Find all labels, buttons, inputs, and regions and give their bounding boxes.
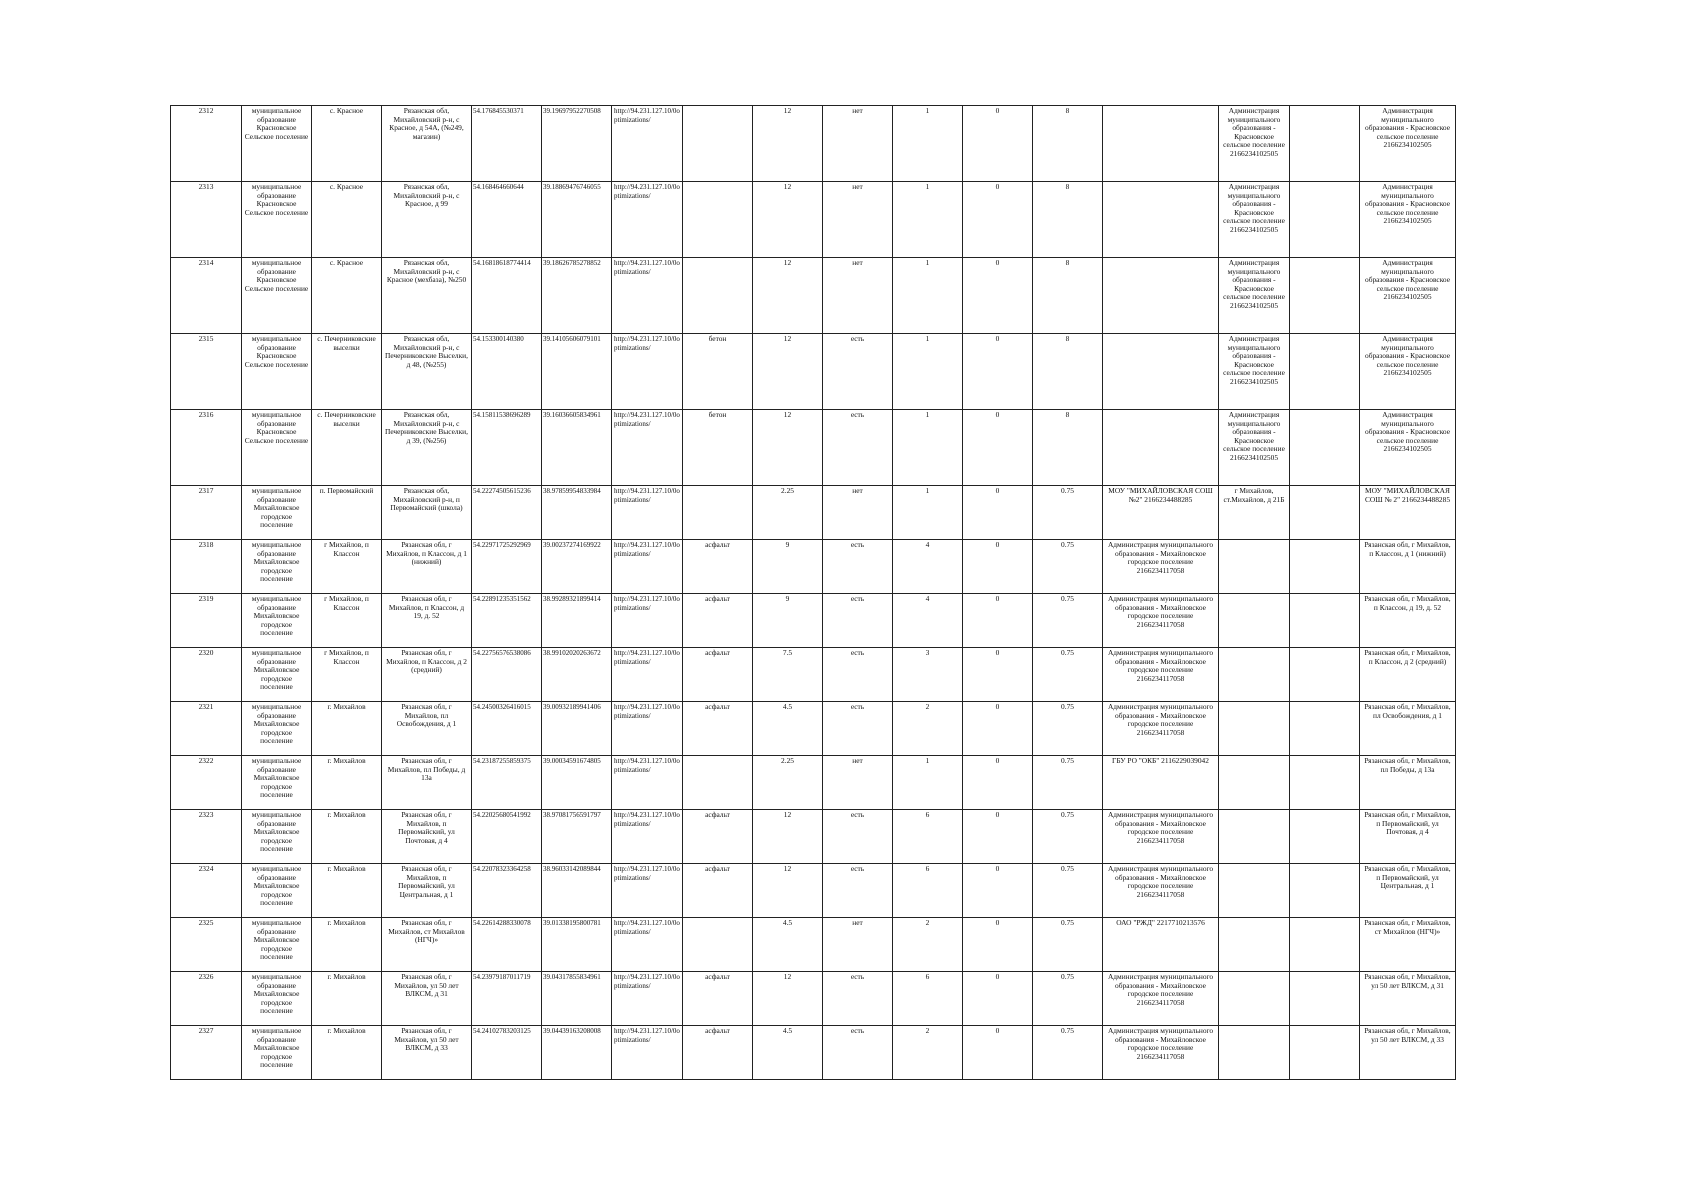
latitude-cell: 54.22274505615236 <box>472 486 542 540</box>
waste-source-address-cell: Администрация муниципального образования - Красновское сельское поселение 2166234102505 <box>1360 182 1456 258</box>
settlement-cell: г. Михайлов <box>312 918 382 972</box>
balance-holder-cell: Администрация муниципального образования - Красновское сельское поселение 2166234102505 <box>1219 410 1290 486</box>
address-cell: Рязанская обл, г Михайлов, п Классон, д 1 (нижний) <box>382 540 472 594</box>
container-count-cell: 6 <box>893 972 963 1026</box>
surface-type-cell: асфальт <box>683 864 753 918</box>
container-volume-cell: 0.75 <box>1033 1026 1103 1080</box>
map-link-cell[interactable]: http://94.231.127.10/0optimizations/ <box>612 864 683 918</box>
area-cell: 4.5 <box>753 702 823 756</box>
waste-source-cell <box>1290 972 1360 1026</box>
latitude-cell: 54.22756576538086 <box>472 648 542 702</box>
fence-cell: нет <box>823 486 893 540</box>
container-volume-cell: 0.75 <box>1033 486 1103 540</box>
row-number-cell: 2326 <box>171 972 242 1026</box>
planned-container-count-cell: 0 <box>963 258 1033 334</box>
waste-source-address-cell: Рязанская обл, г Михайлов, ст Михайлов (НГЧ)» <box>1360 918 1456 972</box>
planned-container-count-cell: 0 <box>963 864 1033 918</box>
row-number-cell: 2318 <box>171 540 242 594</box>
surface-type-cell: асфальт <box>683 1026 753 1080</box>
address-cell: Рязанская обл, Михайловский р-н, с Красное (мехбаза), №250 <box>382 258 472 334</box>
container-count-cell: 1 <box>893 410 963 486</box>
container-count-cell: 1 <box>893 486 963 540</box>
owner-cell: Администрация муниципального образования - Михайловское городское поселение 2166234117058 <box>1103 648 1219 702</box>
map-link-cell[interactable]: http://94.231.127.10/0optimizations/ <box>612 540 683 594</box>
planned-container-count-cell: 0 <box>963 972 1033 1026</box>
balance-holder-cell <box>1219 1026 1290 1080</box>
municipality-cell: муниципальное образование Михайловское городское поселение <box>242 756 312 810</box>
latitude-cell: 54.23187255859375 <box>472 756 542 810</box>
longitude-cell: 39.00932189941406 <box>542 702 612 756</box>
planned-container-count-cell: 0 <box>963 486 1033 540</box>
table-row <box>171 258 1456 334</box>
table-row <box>171 106 1456 182</box>
container-volume-cell: 0.75 <box>1033 972 1103 1026</box>
settlement-cell: г. Михайлов <box>312 864 382 918</box>
area-cell: 4.5 <box>753 1026 823 1080</box>
waste-source-cell <box>1290 258 1360 334</box>
table-row <box>171 1026 1456 1080</box>
municipality-cell: муниципальное образование Михайловское городское поселение <box>242 1026 312 1080</box>
balance-holder-cell: Администрация муниципального образования - Красновское сельское поселение 2166234102505 <box>1219 182 1290 258</box>
municipality-cell: муниципальное образование Красновское Сельское поселение <box>242 182 312 258</box>
owner-cell: МОУ "МИХАЙЛОВСКАЯ СОШ №2" 2166234488285 <box>1103 486 1219 540</box>
owner-cell: Администрация муниципального образования - Михайловское городское поселение 2166234117058 <box>1103 540 1219 594</box>
balance-holder-cell <box>1219 918 1290 972</box>
longitude-cell: 39.04317855834961 <box>542 972 612 1026</box>
longitude-cell: 39.18869476746055 <box>542 182 612 258</box>
planned-container-count-cell: 0 <box>963 106 1033 182</box>
owner-cell: Администрация муниципального образования - Михайловское городское поселение 2166234117058 <box>1103 972 1219 1026</box>
latitude-cell: 54.22025680541992 <box>472 810 542 864</box>
longitude-cell: 38.97859954833984 <box>542 486 612 540</box>
address-cell: Рязанская обл, Михайловский р-н, с Печерниковские Выселки, д 48, (№255) <box>382 334 472 410</box>
longitude-cell: 39.14105606079101 <box>542 334 612 410</box>
map-link-cell[interactable]: http://94.231.127.10/0optimizations/ <box>612 486 683 540</box>
container-volume-cell: 8 <box>1033 106 1103 182</box>
waste-source-cell <box>1290 918 1360 972</box>
planned-container-count-cell: 0 <box>963 1026 1033 1080</box>
planned-container-count-cell: 0 <box>963 702 1033 756</box>
settlement-cell: с. Печерниковские выселки <box>312 334 382 410</box>
latitude-cell: 54.168464660644 <box>472 182 542 258</box>
latitude-cell: 54.23979187011719 <box>472 972 542 1026</box>
municipality-cell: муниципальное образование Михайловское городское поселение <box>242 972 312 1026</box>
surface-type-cell <box>683 918 753 972</box>
fence-cell: есть <box>823 810 893 864</box>
container-volume-cell: 0.75 <box>1033 864 1103 918</box>
container-count-cell: 1 <box>893 258 963 334</box>
waste-source-address-cell: Рязанская обл, г Михайлов, ул 50 лет ВЛКСМ, д 31 <box>1360 972 1456 1026</box>
container-count-cell: 3 <box>893 648 963 702</box>
area-cell: 12 <box>753 106 823 182</box>
balance-holder-cell <box>1219 702 1290 756</box>
balance-holder-cell <box>1219 756 1290 810</box>
waste-source-address-cell: Рязанская обл, г Михайлов, п Классон, д 19, д. 52 <box>1360 594 1456 648</box>
settlement-cell: с. Красное <box>312 258 382 334</box>
waste-source-address-cell: Администрация муниципального образования - Красновское сельское поселение 2166234102505 <box>1360 258 1456 334</box>
address-cell: Рязанская обл, Михайловский р-н, п Первомайский (школа) <box>382 486 472 540</box>
fence-cell: есть <box>823 334 893 410</box>
waste-source-address-cell: Администрация муниципального образования - Красновское сельское поселение 2166234102505 <box>1360 106 1456 182</box>
table-row <box>171 864 1456 918</box>
address-cell: Рязанская обл, Михайловский р-н, с Красное, д 54А, (№249, магазин) <box>382 106 472 182</box>
balance-holder-cell: Администрация муниципального образования - Красновское сельское поселение 2166234102505 <box>1219 106 1290 182</box>
surface-type-cell <box>683 182 753 258</box>
longitude-cell: 39.19697952270508 <box>542 106 612 182</box>
longitude-cell: 38.96033142089844 <box>542 864 612 918</box>
container-count-cell: 1 <box>893 182 963 258</box>
municipality-cell: муниципальное образование Михайловское городское поселение <box>242 486 312 540</box>
area-cell: 12 <box>753 972 823 1026</box>
longitude-cell: 38.97081756591797 <box>542 810 612 864</box>
planned-container-count-cell: 0 <box>963 540 1033 594</box>
area-cell: 9 <box>753 594 823 648</box>
row-number-cell: 2320 <box>171 648 242 702</box>
waste-source-cell <box>1290 648 1360 702</box>
table-body <box>171 106 1456 1080</box>
row-number-cell: 2313 <box>171 182 242 258</box>
longitude-cell: 39.01338195800781 <box>542 918 612 972</box>
waste-source-cell <box>1290 410 1360 486</box>
fence-cell: нет <box>823 258 893 334</box>
latitude-cell: 54.24500326416015 <box>472 702 542 756</box>
surface-type-cell <box>683 258 753 334</box>
fence-cell: есть <box>823 702 893 756</box>
balance-holder-cell: Администрация муниципального образования - Красновское сельское поселение 2166234102505 <box>1219 334 1290 410</box>
table-row <box>171 486 1456 540</box>
container-count-cell: 4 <box>893 594 963 648</box>
latitude-cell: 54.22891235351562 <box>472 594 542 648</box>
container-count-cell: 6 <box>893 810 963 864</box>
map-link-cell[interactable]: http://94.231.127.10/0optimizations/ <box>612 918 683 972</box>
row-number-cell: 2327 <box>171 1026 242 1080</box>
surface-type-cell <box>683 756 753 810</box>
map-link-cell[interactable]: http://94.231.127.10/0optimizations/ <box>612 334 683 410</box>
container-count-cell: 2 <box>893 918 963 972</box>
owner-cell: ОАО "РЖД" 2217710213576 <box>1103 918 1219 972</box>
container-volume-cell: 0.75 <box>1033 648 1103 702</box>
waste-source-address-cell: Рязанская обл, г Михайлов, п Первомайский, ул Почтовая, д 4 <box>1360 810 1456 864</box>
map-link-cell[interactable]: http://94.231.127.10/0optimizations/ <box>612 756 683 810</box>
waste-source-address-cell: Рязанская обл, г Михайлов, п Классон, д 2 (средний) <box>1360 648 1456 702</box>
address-cell: Рязанская обл, г Михайлов, ул 50 лет ВЛКСМ, д 33 <box>382 1026 472 1080</box>
fence-cell: есть <box>823 540 893 594</box>
surface-type-cell: асфальт <box>683 540 753 594</box>
owner-cell <box>1103 182 1219 258</box>
settlement-cell: г. Михайлов <box>312 1026 382 1080</box>
container-count-cell: 4 <box>893 540 963 594</box>
map-link-cell[interactable]: http://94.231.127.10/0optimizations/ <box>612 972 683 1026</box>
owner-cell <box>1103 410 1219 486</box>
fence-cell: есть <box>823 594 893 648</box>
owner-cell <box>1103 258 1219 334</box>
container-volume-cell: 8 <box>1033 334 1103 410</box>
municipality-cell: муниципальное образование Красновское Сельское поселение <box>242 334 312 410</box>
longitude-cell: 39.18626785278852 <box>542 258 612 334</box>
fence-cell: есть <box>823 410 893 486</box>
container-volume-cell: 0.75 <box>1033 756 1103 810</box>
latitude-cell: 54.15811538696289 <box>472 410 542 486</box>
container-count-cell: 2 <box>893 702 963 756</box>
balance-holder-cell: г Михайлов, ст.Михайлов, д 21Б <box>1219 486 1290 540</box>
surface-type-cell: асфальт <box>683 648 753 702</box>
fence-cell: нет <box>823 756 893 810</box>
planned-container-count-cell: 0 <box>963 918 1033 972</box>
container-volume-cell: 8 <box>1033 410 1103 486</box>
settlement-cell: г. Михайлов <box>312 972 382 1026</box>
row-number-cell: 2325 <box>171 918 242 972</box>
address-cell: Рязанская обл, Михайловский р-н, с Печерниковские Выселки, д 39, (№256) <box>382 410 472 486</box>
owner-cell: Администрация муниципального образования - Михайловское городское поселение 2166234117058 <box>1103 864 1219 918</box>
settlement-cell: г Михайлов, п Классон <box>312 540 382 594</box>
municipality-cell: муниципальное образование Михайловское городское поселение <box>242 864 312 918</box>
owner-cell: Администрация муниципального образования - Михайловское городское поселение 2166234117058 <box>1103 594 1219 648</box>
settlement-cell: г Михайлов, п Классон <box>312 594 382 648</box>
address-cell: Рязанская обл, Михайловский р-н, с Красное, д 99 <box>382 182 472 258</box>
waste-source-address-cell: Рязанская обл, г Михайлов, ул 50 лет ВЛКСМ, д 33 <box>1360 1026 1456 1080</box>
row-number-cell: 2315 <box>171 334 242 410</box>
longitude-cell: 38.99102020263672 <box>542 648 612 702</box>
map-link-cell[interactable]: http://94.231.127.10/0optimizations/ <box>612 810 683 864</box>
owner-cell <box>1103 334 1219 410</box>
area-cell: 12 <box>753 864 823 918</box>
balance-holder-cell <box>1219 864 1290 918</box>
planned-container-count-cell: 0 <box>963 594 1033 648</box>
waste-source-cell <box>1290 540 1360 594</box>
owner-cell: Администрация муниципального образования - Михайловское городское поселение 2166234117058 <box>1103 810 1219 864</box>
container-volume-cell: 0.75 <box>1033 702 1103 756</box>
owner-cell: Администрация муниципального образования - Михайловское городское поселение 2166234117058 <box>1103 1026 1219 1080</box>
area-cell: 4.5 <box>753 918 823 972</box>
waste-source-address-cell: Рязанская обл, г Михайлов, п Первомайский, ул Центральная, д 1 <box>1360 864 1456 918</box>
balance-holder-cell <box>1219 540 1290 594</box>
waste-source-cell <box>1290 864 1360 918</box>
area-cell: 2.25 <box>753 756 823 810</box>
latitude-cell: 54.22614288330078 <box>472 918 542 972</box>
table-row <box>171 540 1456 594</box>
area-cell: 12 <box>753 182 823 258</box>
address-cell: Рязанская обл, г Михайлов, п Первомайский, ул Центральная, д 1 <box>382 864 472 918</box>
waste-source-cell <box>1290 594 1360 648</box>
map-link-cell[interactable]: http://94.231.127.10/0optimizations/ <box>612 258 683 334</box>
map-link-cell[interactable]: http://94.231.127.10/0optimizations/ <box>612 1026 683 1080</box>
waste-source-address-cell: МОУ "МИХАЙЛОВСКАЯ СОШ № 2" 2166234488285 <box>1360 486 1456 540</box>
waste-source-address-cell: Администрация муниципального образования - Красновское сельское поселение 2166234102505 <box>1360 410 1456 486</box>
table-row <box>171 182 1456 258</box>
container-volume-cell: 0.75 <box>1033 810 1103 864</box>
waste-source-cell <box>1290 334 1360 410</box>
municipality-cell: муниципальное образование Михайловское городское поселение <box>242 918 312 972</box>
row-number-cell: 2316 <box>171 410 242 486</box>
address-cell: Рязанская обл, г Михайлов, ст Михайлов (НГЧ)» <box>382 918 472 972</box>
address-cell: Рязанская обл, г Михайлов, ул 50 лет ВЛКСМ, д 31 <box>382 972 472 1026</box>
municipality-cell: муниципальное образование Михайловское городское поселение <box>242 594 312 648</box>
area-cell: 12 <box>753 334 823 410</box>
longitude-cell: 39.04439163208008 <box>542 1026 612 1080</box>
longitude-cell: 39.16036605834961 <box>542 410 612 486</box>
row-number-cell: 2314 <box>171 258 242 334</box>
balance-holder-cell: Администрация муниципального образования - Красновское сельское поселение 2166234102505 <box>1219 258 1290 334</box>
table-row <box>171 918 1456 972</box>
row-number-cell: 2312 <box>171 106 242 182</box>
waste-source-cell <box>1290 182 1360 258</box>
settlement-cell: с. Печерниковские выселки <box>312 410 382 486</box>
latitude-cell: 54.176845530371 <box>472 106 542 182</box>
balance-holder-cell <box>1219 594 1290 648</box>
row-number-cell: 2319 <box>171 594 242 648</box>
latitude-cell: 54.153300140380 <box>472 334 542 410</box>
row-number-cell: 2321 <box>171 702 242 756</box>
waste-source-cell <box>1290 756 1360 810</box>
area-cell: 12 <box>753 810 823 864</box>
fence-cell: есть <box>823 648 893 702</box>
waste-source-address-cell: Рязанская обл, г Михайлов, пл Победы, д 13а <box>1360 756 1456 810</box>
waste-source-cell <box>1290 1026 1360 1080</box>
balance-holder-cell <box>1219 648 1290 702</box>
waste-source-cell <box>1290 486 1360 540</box>
fence-cell: нет <box>823 106 893 182</box>
fence-cell: есть <box>823 1026 893 1080</box>
container-count-cell: 6 <box>893 864 963 918</box>
settlement-cell: с. Красное <box>312 106 382 182</box>
container-count-cell: 1 <box>893 756 963 810</box>
planned-container-count-cell: 0 <box>963 182 1033 258</box>
table-row <box>171 410 1456 486</box>
row-number-cell: 2317 <box>171 486 242 540</box>
planned-container-count-cell: 0 <box>963 410 1033 486</box>
municipality-cell: муниципальное образование Михайловское городское поселение <box>242 810 312 864</box>
area-cell: 12 <box>753 410 823 486</box>
settlement-cell: г. Михайлов <box>312 756 382 810</box>
surface-type-cell: бетон <box>683 334 753 410</box>
table-row <box>171 334 1456 410</box>
owner-cell <box>1103 106 1219 182</box>
surface-type-cell: бетон <box>683 410 753 486</box>
map-link-cell[interactable]: http://94.231.127.10/0optimizations/ <box>612 410 683 486</box>
planned-container-count-cell: 0 <box>963 334 1033 410</box>
waste-source-cell <box>1290 810 1360 864</box>
area-cell: 12 <box>753 258 823 334</box>
container-volume-cell: 8 <box>1033 258 1103 334</box>
area-cell: 2.25 <box>753 486 823 540</box>
waste-source-address-cell: Рязанская обл, г Михайлов, п Классон, д 1 (нижний) <box>1360 540 1456 594</box>
surface-type-cell: асфальт <box>683 972 753 1026</box>
municipality-cell: муниципальное образование Михайловское городское поселение <box>242 702 312 756</box>
surface-type-cell <box>683 106 753 182</box>
table-row <box>171 648 1456 702</box>
settlement-cell: г. Михайлов <box>312 810 382 864</box>
address-cell: Рязанская обл, г Михайлов, пл Победы, д 13а <box>382 756 472 810</box>
map-link-cell[interactable]: http://94.231.127.10/0optimizations/ <box>612 106 683 182</box>
container-volume-cell: 8 <box>1033 182 1103 258</box>
waste-source-cell <box>1290 106 1360 182</box>
container-count-cell: 1 <box>893 106 963 182</box>
container-volume-cell: 0.75 <box>1033 918 1103 972</box>
municipality-cell: муниципальное образование Михайловское городское поселение <box>242 540 312 594</box>
owner-cell: Администрация муниципального образования - Михайловское городское поселение 2166234117058 <box>1103 702 1219 756</box>
table-row <box>171 702 1456 756</box>
container-count-cell: 2 <box>893 1026 963 1080</box>
address-cell: Рязанская обл, г Михайлов, п Классон, д 19, д. 52 <box>382 594 472 648</box>
row-number-cell: 2323 <box>171 810 242 864</box>
row-number-cell: 2324 <box>171 864 242 918</box>
surface-type-cell: асфальт <box>683 594 753 648</box>
row-number-cell: 2322 <box>171 756 242 810</box>
owner-cell: ГБУ РО "ОКБ" 2116229039042 <box>1103 756 1219 810</box>
table-row <box>171 972 1456 1026</box>
longitude-cell: 38.99289321899414 <box>542 594 612 648</box>
balance-holder-cell <box>1219 972 1290 1026</box>
table-row <box>171 756 1456 810</box>
planned-container-count-cell: 0 <box>963 648 1033 702</box>
settlement-cell: г. Михайлов <box>312 702 382 756</box>
waste-source-address-cell: Рязанская обл, г Михайлов, пл Освобождения, д 1 <box>1360 702 1456 756</box>
latitude-cell: 54.24102783203125 <box>472 1026 542 1080</box>
address-cell: Рязанская обл, г Михайлов, п Классон, д 2 (средний) <box>382 648 472 702</box>
municipality-cell: муниципальное образование Красновское Сельское поселение <box>242 410 312 486</box>
planned-container-count-cell: 0 <box>963 810 1033 864</box>
address-cell: Рязанская обл, г Михайлов, п Первомайский, ул Почтовая, д 4 <box>382 810 472 864</box>
fence-cell: нет <box>823 182 893 258</box>
latitude-cell: 54.22971725292969 <box>472 540 542 594</box>
longitude-cell: 39.00237274169922 <box>542 540 612 594</box>
container-count-cell: 1 <box>893 334 963 410</box>
map-link-cell[interactable]: http://94.231.127.10/0optimizations/ <box>612 702 683 756</box>
fence-cell: нет <box>823 918 893 972</box>
municipality-cell: муниципальное образование Красновское Сельское поселение <box>242 258 312 334</box>
container-volume-cell: 0.75 <box>1033 594 1103 648</box>
surface-type-cell: асфальт <box>683 810 753 864</box>
settlement-cell: с. Красное <box>312 182 382 258</box>
settlement-cell: г Михайлов, п Классон <box>312 648 382 702</box>
table-row <box>171 594 1456 648</box>
waste-source-address-cell: Администрация муниципального образования - Красновское сельское поселение 2166234102505 <box>1360 334 1456 410</box>
latitude-cell: 54.16818618774414 <box>472 258 542 334</box>
table-row <box>171 810 1456 864</box>
area-cell: 9 <box>753 540 823 594</box>
address-cell: Рязанская обл, г Михайлов, пл Освобождения, д 1 <box>382 702 472 756</box>
surface-type-cell: асфальт <box>683 702 753 756</box>
surface-type-cell <box>683 486 753 540</box>
longitude-cell: 39.00034591674805 <box>542 756 612 810</box>
waste-source-cell <box>1290 702 1360 756</box>
balance-holder-cell <box>1219 810 1290 864</box>
map-link-cell[interactable]: http://94.231.127.10/0optimizations/ <box>612 594 683 648</box>
settlement-cell: п. Первомайский <box>312 486 382 540</box>
municipality-cell: муниципальное образование Михайловское городское поселение <box>242 648 312 702</box>
planned-container-count-cell: 0 <box>963 756 1033 810</box>
map-link-cell[interactable]: http://94.231.127.10/0optimizations/ <box>612 182 683 258</box>
latitude-cell: 54.22078323364258 <box>472 864 542 918</box>
fence-cell: есть <box>823 972 893 1026</box>
fence-cell: есть <box>823 864 893 918</box>
container-volume-cell: 0.75 <box>1033 540 1103 594</box>
area-cell: 7.5 <box>753 648 823 702</box>
container-sites-table <box>170 105 1456 1080</box>
map-link-cell[interactable]: http://94.231.127.10/0optimizations/ <box>612 648 683 702</box>
municipality-cell: муниципальное образование Красновское Сельское поселение <box>242 106 312 182</box>
